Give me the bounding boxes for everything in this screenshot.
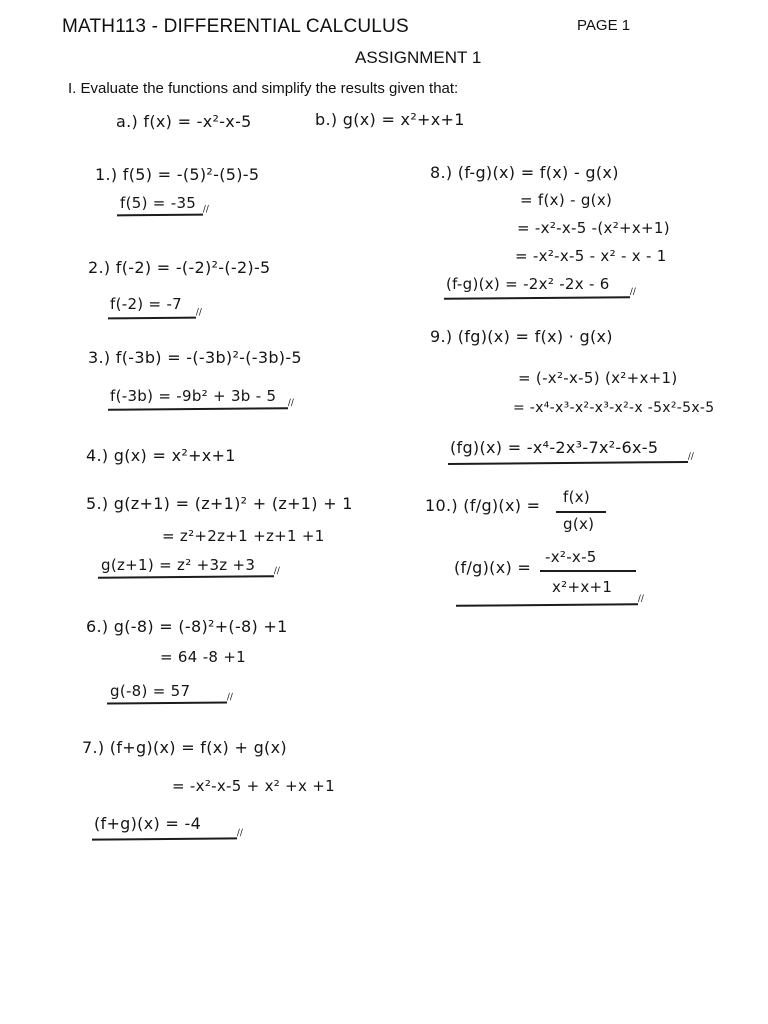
problem-6-expand: = 64 -8 +1 — [160, 648, 247, 666]
problem-7-answer: (f+g)(x) = -4 — [94, 814, 202, 833]
fraction-bar — [556, 511, 606, 513]
problem-8-line-3: = -x²-x-5 -(x²+x+1) — [517, 219, 670, 237]
problem-3-answer: f(-3b) = -9b² + 3b - 5 — [110, 387, 277, 405]
problem-10-numerator-2: -x²-x-5 — [545, 548, 597, 566]
problem-2-answer: f(-2) = -7 — [110, 295, 183, 313]
problem-8-line-2: = f(x) - g(x) — [520, 191, 613, 209]
answer-underline — [107, 701, 227, 704]
answer-underline — [117, 214, 203, 216]
answer-underline — [444, 296, 630, 299]
problem-10-denominator-2: x²+x+1 — [552, 578, 613, 596]
problem-10-label-2: (f/g)(x) = — [454, 558, 532, 577]
assignment-title: ASSIGNMENT 1 — [355, 48, 482, 67]
page-number: PAGE 1 — [577, 17, 631, 34]
problem-1-answer: f(5) = -35 — [120, 194, 197, 212]
problem-9-step: 9.) (fg)(x) = f(x) · g(x) — [430, 327, 613, 346]
problem-10-numerator: f(x) — [563, 488, 591, 506]
problem-5-step: 5.) g(z+1) = (z+1)² + (z+1) + 1 — [86, 494, 353, 513]
problem-9-line-3: = -x⁴-x³-x²-x³-x²-x -5x²-5x-5 — [513, 400, 715, 416]
answer-underline — [108, 317, 196, 319]
problem-5-answer: g(z+1) = z² +3z +3 — [101, 556, 256, 574]
problem-2-step: 2.) f(-2) = -(-2)²-(-2)-5 — [88, 258, 271, 277]
problem-5-expand: = z²+2z+1 +z+1 +1 — [162, 527, 325, 545]
problem-4-step: 4.) g(x) = x²+x+1 — [86, 446, 236, 465]
answer-underline — [448, 461, 688, 465]
problem-8-answer: (f-g)(x) = -2x² -2x - 6 — [446, 275, 610, 293]
problem-8-line-4: = -x²-x-5 - x² - x - 1 — [515, 247, 667, 265]
problem-7-expand: = -x²-x-5 + x² +x +1 — [172, 777, 335, 795]
problem-3-step: 3.) f(-3b) = -(-3b)²-(-3b)-5 — [88, 348, 302, 367]
instruction-text: I. Evaluate the functions and simplify the results given that: — [68, 80, 459, 97]
problem-6-step: 6.) g(-8) = (-8)²+(-8) +1 — [86, 617, 288, 636]
problem-10-denominator: g(x) — [563, 515, 595, 533]
given-g: b.) g(x) = x²+x+1 — [315, 110, 465, 129]
problem-8-step: 8.) (f-g)(x) = f(x) - g(x) — [430, 163, 619, 182]
problem-7-step: 7.) (f+g)(x) = f(x) + g(x) — [82, 738, 287, 757]
problem-10-step: 10.) (f/g)(x) = — [425, 496, 541, 515]
answer-underline — [456, 603, 638, 606]
answer-underline — [108, 407, 288, 410]
answer-underline — [92, 837, 237, 840]
course-title: MATH113 - DIFFERENTIAL CALCULUS — [62, 16, 409, 37]
problem-9-line-2: = (-x²-x-5) (x²+x+1) — [518, 369, 678, 387]
problem-6-answer: g(-8) = 57 — [110, 682, 191, 700]
answer-underline — [98, 575, 274, 578]
given-f: a.) f(x) = -x²-x-5 — [116, 112, 252, 131]
problem-9-answer: (fg)(x) = -x⁴-2x³-7x²-6x-5 — [450, 438, 659, 457]
problem-1-step: 1.) f(5) = -(5)²-(5)-5 — [95, 165, 260, 184]
fraction-bar — [540, 570, 636, 572]
